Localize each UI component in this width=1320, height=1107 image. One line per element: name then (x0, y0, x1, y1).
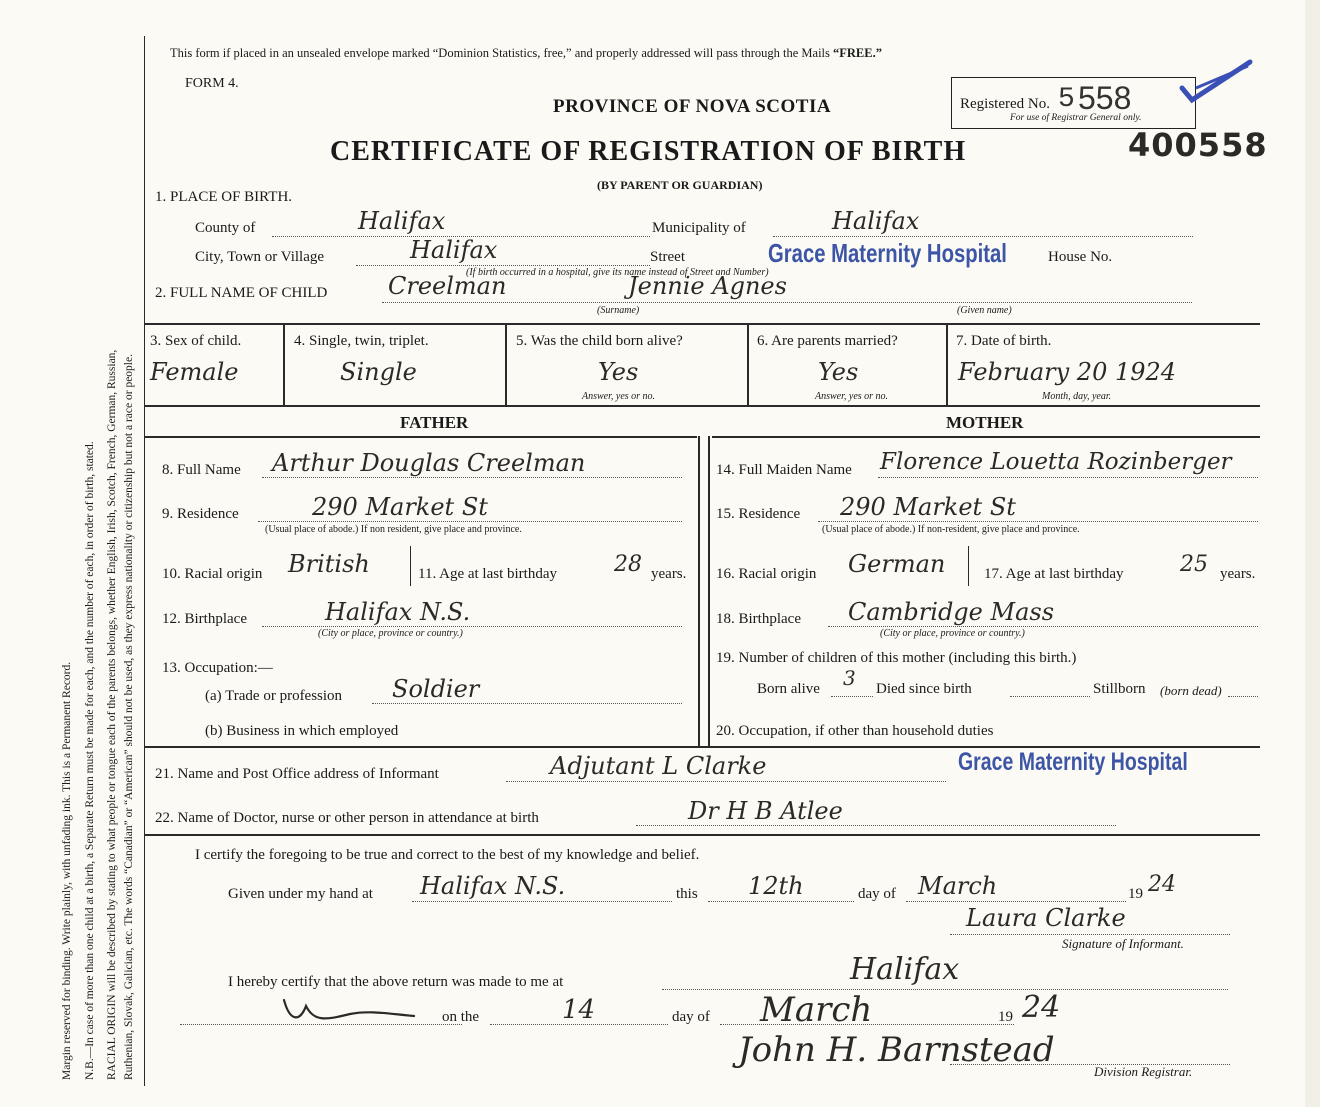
died-since-birth-line (1010, 696, 1090, 697)
doctor-label: 22. Name of Doctor, nurse or other person in attendance at birth (155, 810, 539, 826)
mother-birthplace-label: 18. Birthplace (716, 611, 801, 627)
given-year-prefix: 19 (1128, 886, 1143, 902)
given-under-label: Given under my hand at (228, 886, 373, 902)
child-given-name: Jennie Agnes (628, 272, 787, 300)
mother-heading: MOTHER (946, 413, 1024, 432)
registrar-year-prefix: 19 (998, 1009, 1013, 1025)
registrar-place: Halifax (850, 952, 960, 987)
father-trade-label: (a) Trade or profession (205, 688, 343, 704)
given-place: Halifax N.S. (420, 872, 566, 900)
house-number-label: House No. (1048, 249, 1113, 265)
rule-row3-sep2 (505, 323, 507, 405)
form-number: FORM 4. (185, 76, 239, 91)
doctor-value: Dr H B Atlee (688, 797, 843, 825)
child-name-line (382, 302, 1192, 303)
rule-mother-race-end (968, 546, 969, 586)
born-alive-count: 3 (843, 666, 856, 690)
born-alive-count-label: Born alive (757, 681, 820, 697)
dob-label: 7. Date of birth. (956, 333, 1052, 349)
given-month: March (918, 872, 998, 900)
street-label: Street (650, 249, 685, 265)
registrar-year: 24 (1022, 990, 1061, 1025)
rule-row3-bottom (145, 405, 1260, 407)
informant-signature: Laura Clarke (966, 904, 1126, 932)
check-mark-icon (1178, 58, 1256, 106)
born-alive-value: Yes (598, 358, 639, 386)
mother-race-label: 16. Racial origin (716, 566, 817, 582)
father-birthplace-note: (City or place, province or country.) (318, 628, 463, 639)
mail-notice-text: This form if placed in an unsealed envelope marked “Dominion Statistics, free,” and properly addressed will pass through the Mails (170, 46, 830, 60)
informant-line (506, 781, 946, 782)
registrar-month: March (760, 990, 873, 1030)
father-heading: FATHER (400, 413, 469, 432)
rule-row3-top (145, 323, 1260, 325)
mother-race: German (848, 550, 946, 578)
given-month-line (906, 901, 1126, 902)
province-heading: PROVINCE OF NOVA SCOTIA (553, 96, 832, 117)
given-day-line (708, 901, 854, 902)
rule-parents-divider-2 (708, 436, 710, 748)
born-alive-label: 5. Was the child born alive? (516, 333, 683, 349)
surname-note: (Surname) (597, 305, 640, 316)
county-value: Halifax (358, 207, 446, 235)
rule-parents-top (145, 436, 697, 438)
father-race-label: 10. Racial origin (162, 566, 263, 582)
mother-children-label: 19. Number of children of this mother (including this birth.) (716, 650, 1077, 666)
father-birthplace-label: 12. Birthplace (162, 611, 247, 627)
born-alive-note: Answer, yes or no. (582, 391, 656, 402)
informant-label: 21. Name and Post Office address of Informant (155, 766, 439, 782)
informant-signature-line (950, 934, 1230, 935)
father-residence-note: (Usual place of abode.) If non resident, give place and province. (265, 524, 522, 535)
handwritten-registration-id: 400558 (1128, 126, 1268, 164)
hospital-note: (If birth occurred in a hospital, give its name instead of Street and Number) (466, 267, 769, 278)
father-race: British (288, 550, 370, 578)
registrar-day: 14 (562, 995, 596, 1025)
mother-name-line (878, 477, 1258, 478)
mother-birthplace-line (828, 626, 1258, 627)
sex-value: Female (150, 358, 239, 386)
registered-note: For use of Registrar General only. (1010, 113, 1142, 123)
given-day-label: day of (858, 886, 896, 902)
father-age-years: years. (651, 566, 687, 582)
registrar-on-the-label: on the (442, 1009, 480, 1025)
registrar-place-line (662, 989, 1228, 990)
father-business-label: (b) Business in which employed (205, 723, 399, 739)
registrar-certify-text: I hereby certify that the above return was made to me at (228, 974, 564, 990)
margin-rule (144, 36, 145, 1086)
registrar-day-label: day of (672, 1009, 710, 1025)
mother-birthplace: Cambridge Mass (848, 598, 1055, 626)
mail-notice-free: “FREE.” (833, 46, 882, 60)
father-name-line (262, 477, 682, 478)
registrar-title: Division Registrar. (1094, 1064, 1193, 1079)
died-since-birth-label: Died since birth (876, 681, 972, 697)
margin-note-binding: Margin reserved for binding. Write plainly, with unfading ink. This is a Permanent Record. (61, 661, 73, 1080)
registered-label: Registered No. (960, 96, 1050, 112)
mother-occupation-label: 20. Occupation, if other than household duties (716, 723, 994, 739)
rule-parents-top-right (712, 436, 1260, 438)
plurality-value: Single (340, 358, 417, 386)
municipality-value: Halifax (832, 207, 920, 235)
registered-number: 558 (1078, 80, 1132, 116)
registrar-name-line (180, 1024, 462, 1025)
mother-name-label: 14. Full Maiden Name (716, 462, 852, 478)
registrar-scribble-icon (280, 992, 420, 1026)
father-birthplace: Halifax N.S. (325, 598, 471, 626)
stillborn-label: Stillborn (1093, 681, 1146, 697)
father-residence-label: 9. Residence (162, 506, 239, 522)
child-surname: Creelman (388, 272, 507, 300)
county-label: County of (195, 220, 256, 236)
father-age-label: 11. Age at last birthday (418, 566, 557, 582)
mother-age-label: 17. Age at last birthday (984, 566, 1124, 582)
margin-note-racial-origin-2: Ruthenian, Slovak, Galician, etc. The words “Canadian” or “American” should not be used, as they express nationality or citizenship but not a race or people. (123, 354, 135, 1080)
page-subtitle: (BY PARENT OR GUARDIAN) (597, 178, 763, 192)
paper-edge (1305, 0, 1320, 1107)
father-occupation-label: 13. Occupation:— (162, 660, 273, 676)
city-label: City, Town or Village (195, 249, 325, 265)
informant-hospital-stamp: Grace Maternity Hospital (958, 748, 1188, 776)
registered-prefix: 5 (1058, 84, 1075, 115)
given-year: 24 (1148, 872, 1176, 897)
dob-note: Month, day, year. (1042, 391, 1112, 402)
married-value: Yes (818, 358, 859, 386)
father-age: 28 (614, 552, 642, 577)
city-line (356, 265, 650, 266)
father-residence-line (258, 521, 682, 522)
mother-residence-note: (Usual place of abode.) If non-resident, give place and province. (822, 524, 1080, 535)
mother-age-years: years. (1220, 566, 1256, 582)
margin-note-racial-origin: RACIAL ORIGIN will be described by stating to what people or tongue each of the parents belongs, whether English, Irish, Scotch, French, German, Russian, (106, 349, 118, 1080)
doctor-line (636, 825, 1116, 826)
mother-residence-label: 15. Residence (716, 506, 801, 522)
given-place-line (412, 901, 672, 902)
mother-residence-line (818, 521, 1258, 522)
dob-value: February 20 1924 (958, 358, 1177, 386)
mother-age: 25 (1180, 552, 1208, 577)
born-alive-count-line (831, 696, 873, 697)
mother-name: Florence Louetta Rozinberger (880, 449, 1232, 475)
mail-notice (170, 46, 882, 61)
father-name-label: 8. Full Name (162, 462, 241, 478)
father-trade-line (372, 703, 682, 704)
father-birthplace-line (262, 626, 682, 627)
mother-residence: 290 Market St (840, 493, 1016, 521)
rule-father-race-end (410, 546, 411, 586)
rule-row3-sep4 (946, 323, 948, 405)
municipality-line (773, 236, 1193, 237)
stillborn-line (1228, 696, 1258, 697)
hospital-stamp: Grace Maternity Hospital (768, 238, 1007, 268)
city-value: Halifax (410, 236, 498, 264)
rule-row3-sep3 (747, 323, 749, 405)
father-trade: Soldier (392, 675, 480, 703)
registrar-signature: John H. Barnstead (738, 1030, 1055, 1070)
certify-text: I certify the foregoing to be true and correct to the best of my knowledge and belief. (195, 847, 700, 863)
stillborn-note: (born dead) (1160, 683, 1222, 698)
margin-note-multiple-births: N.B.—In case of more than one child at a birth, a Separate Return must be made for each, and the number of each, in order of birth, stated. (84, 441, 96, 1080)
rule-parents-divider (698, 436, 700, 748)
married-note: Answer, yes or no. (815, 391, 889, 402)
father-residence: 290 Market St (312, 493, 488, 521)
page-title: CERTIFICATE OF REGISTRATION OF BIRTH (330, 136, 967, 167)
given-this-label: this (676, 886, 698, 902)
informant-value: Adjutant L Clarke (550, 752, 767, 780)
place-heading: 1. PLACE OF BIRTH. (155, 189, 293, 205)
rule-row3-sep1 (283, 323, 285, 405)
given-name-note: (Given name) (957, 305, 1012, 316)
rule-certify-top (145, 834, 1260, 836)
mother-birthplace-note: (City or place, province or country.) (880, 628, 1025, 639)
child-name-label: 2. FULL NAME OF CHILD (155, 285, 328, 301)
sex-label: 3. Sex of child. (150, 333, 242, 349)
married-label: 6. Are parents married? (757, 333, 898, 349)
given-day: 12th (748, 872, 804, 900)
informant-signature-label: Signature of Informant. (1062, 936, 1184, 951)
municipality-label: Municipality of (652, 220, 746, 236)
plurality-label: 4. Single, twin, triplet. (294, 333, 429, 349)
father-name: Arthur Douglas Creelman (272, 449, 586, 477)
